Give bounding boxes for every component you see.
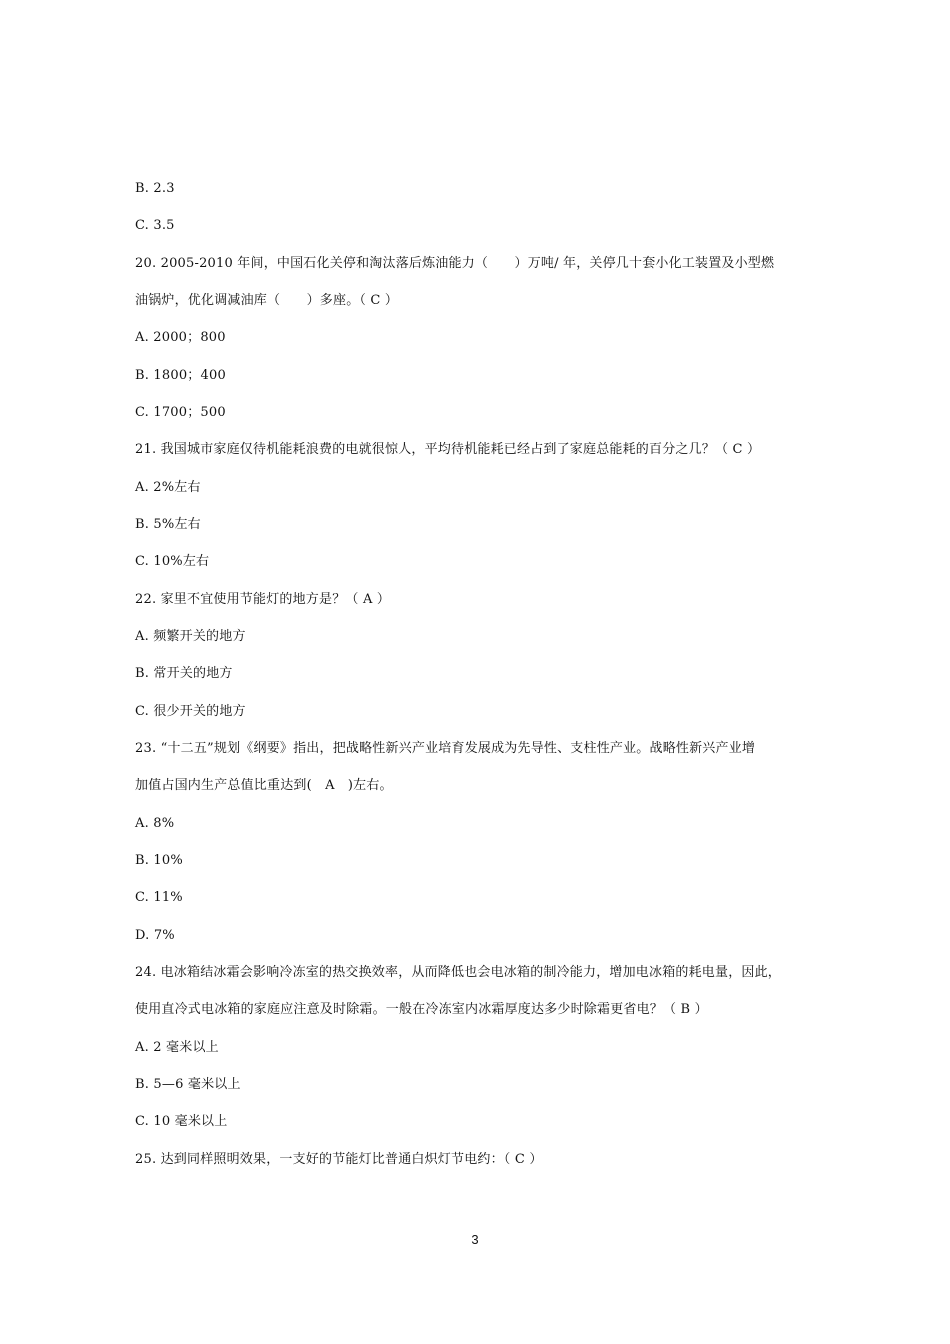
option-22-c: C. 很少开关的地方 [135, 704, 246, 719]
option-24-b: B. 5—6 毫米以上 [135, 1077, 241, 1092]
question-21: 21. 我国城市家庭仅待机能耗浪费的电就很惊人，平均待机能耗已经占到了家庭总能耗的百分之几？（ C ） [135, 442, 761, 457]
option-22-a: A. 频繁开关的地方 [135, 629, 246, 644]
question-24-line-1: 24. 电冰箱结冰霜会影响冷冻室的热交换效率，从而降低也会电冰箱的制冷能力，增加电冰箱的耗电量，因此， [135, 965, 782, 980]
option-22-b: B. 常开关的地方 [135, 666, 233, 681]
question-22: 22. 家里不宜使用节能灯的地方是？（ A ） [135, 592, 391, 607]
question-20-line-1: 20. 2005-2010 年间，中国石化关停和淘汰落后炼油能力（ ）万吨/ 年，关停几十套小化工装置及小型燃 [135, 256, 775, 271]
question-25: 25. 达到同样照明效果，一支好的节能灯比普通白炽灯节电约：（ C ） [135, 1152, 543, 1167]
option-23-a: A. 8% [135, 816, 175, 831]
option-21-a: A. 2%左右 [135, 480, 201, 495]
option-21-c: C. 10%左右 [135, 554, 210, 569]
option-19-b: B. 2.3 [135, 181, 175, 196]
option-24-a: A. 2 毫米以上 [135, 1040, 219, 1055]
question-24-line-2: 使用直冷式电冰箱的家庭应注意及时除霜。一般在冷冻室内冰霜厚度达多少时除霜更省电？（ B ） [135, 1002, 708, 1017]
option-20-b: B. 1800；400 [135, 368, 226, 383]
option-20-a: A. 2000；800 [135, 330, 226, 345]
page-number: 3 [471, 1232, 479, 1247]
option-20-c: C. 1700；500 [135, 405, 226, 420]
question-20-line-2: 油锅炉，优化调减油库（ ）多座。（ C ） [135, 293, 399, 308]
option-21-b: B. 5%左右 [135, 517, 201, 532]
question-23-line-2: 加值占国内生产总值比重达到( A )左右。 [135, 778, 393, 793]
option-23-d: D. 7% [135, 928, 175, 943]
option-19-c: C. 3.5 [135, 218, 175, 233]
question-23-line-1: 23. “十二五”规划《纲要》指出，把战略性新兴产业培育发展成为先导性、支柱性产业。战略性新兴产业增 [135, 741, 756, 756]
option-23-b: B. 10% [135, 853, 183, 868]
option-24-c: C. 10 毫米以上 [135, 1114, 228, 1129]
option-23-c: C. 11% [135, 890, 183, 905]
